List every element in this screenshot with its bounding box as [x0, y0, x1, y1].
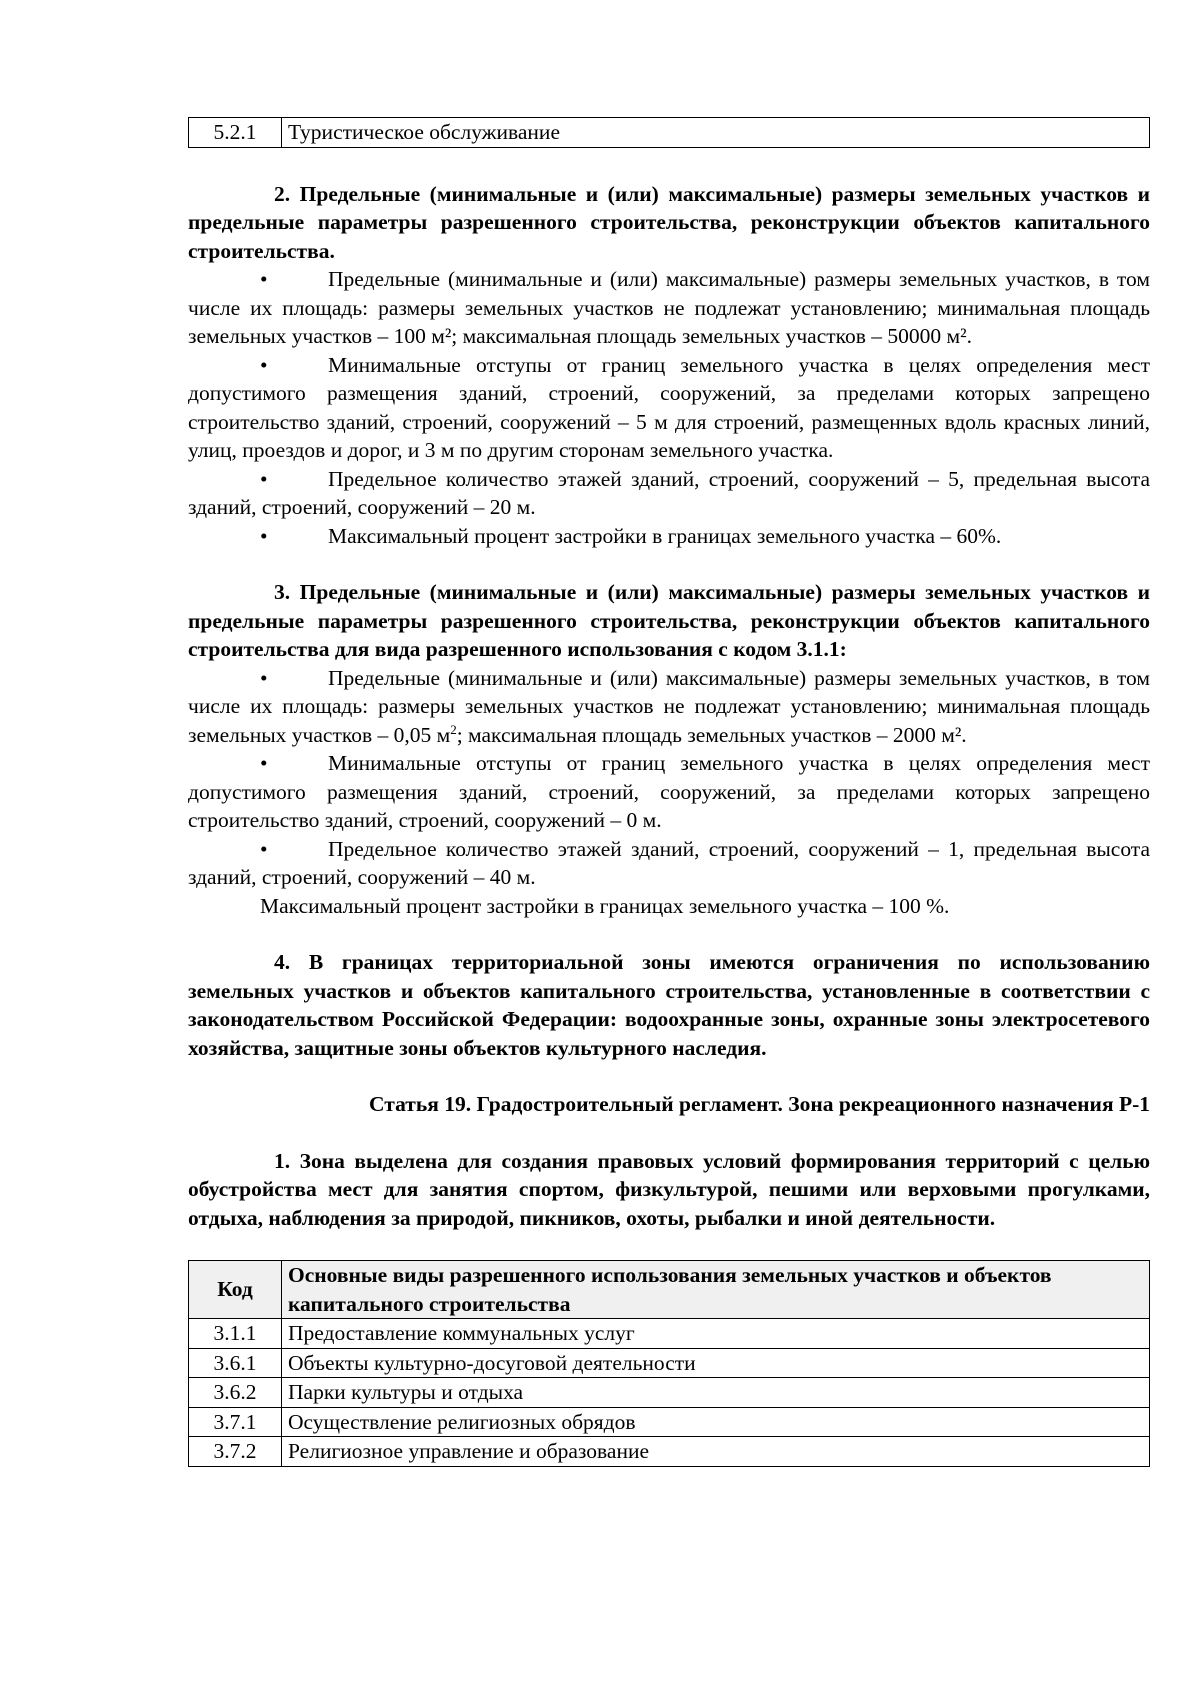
- document-page: [188, 117, 1150, 1467]
- table-row: [189, 1378, 1150, 1408]
- name-cell: Парки культуры и отдыха: [282, 1378, 1150, 1408]
- bullet-item: • Минимальные отступы от границ земельного участка в целях определения мест допустимого размещения зданий, строений, сооружений, за пределами которых запрещено строительство зданий, строений, сооружений – 5 м для строений, размещенных вдоль красных линий, улиц, проездов и дорог, и 3 м по другим сторонам земельного участка.: [188, 352, 1150, 462]
- name-cell: Предоставление коммунальных услуг: [282, 1319, 1150, 1349]
- code-cell: 3.7.2: [189, 1437, 282, 1467]
- bullet-icon: •: [260, 836, 268, 861]
- name-cell: Религиозное управление и образование: [282, 1437, 1150, 1467]
- bullet-icon: •: [260, 665, 268, 690]
- paragraph: Максимальный процент застройки в границах земельного участка – 100 %.: [260, 893, 950, 918]
- bullet-icon: •: [260, 751, 268, 775]
- table-row: [189, 118, 1150, 148]
- name-cell: Туристическое обслуживание: [282, 118, 1150, 148]
- code-cell: 3.1.1: [189, 1319, 282, 1349]
- code-cell: 5.2.1: [189, 118, 282, 148]
- bullet-item: • Максимальный процент застройки в границах земельного участка – 60%.: [188, 522, 1150, 551]
- code-cell: 3.6.2: [189, 1378, 282, 1408]
- table-header-row: [189, 1261, 1150, 1319]
- table-row: [189, 1348, 1150, 1378]
- bullet-icon: •: [260, 267, 268, 291]
- permitted-use-table: [188, 1260, 1150, 1467]
- bullet-icon: •: [260, 466, 268, 491]
- article-title: Статья 19. Градостроительный регламент. Зона рекреационного назначения Р-1: [369, 1092, 1150, 1116]
- bullet-icon: •: [260, 523, 268, 548]
- table-row: [189, 1319, 1150, 1349]
- header-code: Код: [189, 1261, 282, 1319]
- section-3-heading: 3. Предельные (минимальные и (или) максимальные) размеры земельных участков и предельные параметры разрешенного строительства, реконструкции объектов капитального строительства для вида разрешенного использования с кодом 3.1.1:: [188, 580, 1150, 661]
- bullet-item: • Предельные (минимальные и (или) максимальные) размеры земельных участков, в том числе их площадь: размеры земельных участков не подлежат установлению; минимальная площадь земельных участков – 0,05 $м^2$; максимальная площадь земельных участков – 2000 м².: [188, 665, 1150, 747]
- name-cell: Объекты культурно-досуговой деятельности: [282, 1348, 1150, 1378]
- name-cell: Осуществление религиозных обрядов: [282, 1407, 1150, 1437]
- code-cell: 3.7.1: [189, 1407, 282, 1437]
- section-4-heading: 4. В границах территориальной зоны имеются ограничения по использованию земельных участков и объектов капитального строительства, установленные в соответствии с законодательством Российской Федерации: водоохранные зоны, охранные зоны электросетевого хозяйства, защитные зоны объектов культурного наследия.: [188, 950, 1150, 1060]
- table-row: [189, 1407, 1150, 1437]
- zone-purpose-heading: 1. Зона выделена для создания правовых условий формирования территорий с целью обустройства мест для занятия спортом, физкультурой, пешими или верховыми прогулками, отдыха, наблюдения за природой, пикников, охоты, рыбалки и иной деятельности.: [188, 1148, 1150, 1230]
- code-cell: 3.6.1: [189, 1348, 282, 1378]
- bullet-item: • Предельное количество этажей зданий, строений, сооружений – 1, предельная высота зданий, строений, сооружений – 40 м.: [188, 836, 1150, 889]
- header-name: Основные виды разрешенного использования земельных участков и объектов капитального строительства: [282, 1261, 1150, 1319]
- bullet-item: • Предельные (минимальные и (или) максимальные) размеры земельных участков, в том числе их площадь: размеры земельных участков не подлежат установлению; минимальная площадь земельных участков – 100 м²; максимальная площадь земельных участков – 50000 м².: [188, 267, 1150, 348]
- bullet-item: • Предельное количество этажей зданий, строений, сооружений – 5, предельная высота зданий, строений, сооружений – 20 м.: [188, 466, 1150, 519]
- table-top: [188, 117, 1150, 148]
- bullet-icon: •: [260, 352, 268, 377]
- section-2-heading: 2. Предельные (минимальные и (или) максимальные) размеры земельных участков и предельные параметры разрешенного строительства, реконструкции объектов капитального строительства.: [188, 181, 1150, 263]
- bullet-item: • Минимальные отступы от границ земельного участка в целях определения мест допустимого размещения зданий, строений, сооружений, за пределами которых запрещено строительство зданий, строений, сооружений – 0 м.: [188, 751, 1150, 832]
- table-row: [189, 1437, 1150, 1467]
